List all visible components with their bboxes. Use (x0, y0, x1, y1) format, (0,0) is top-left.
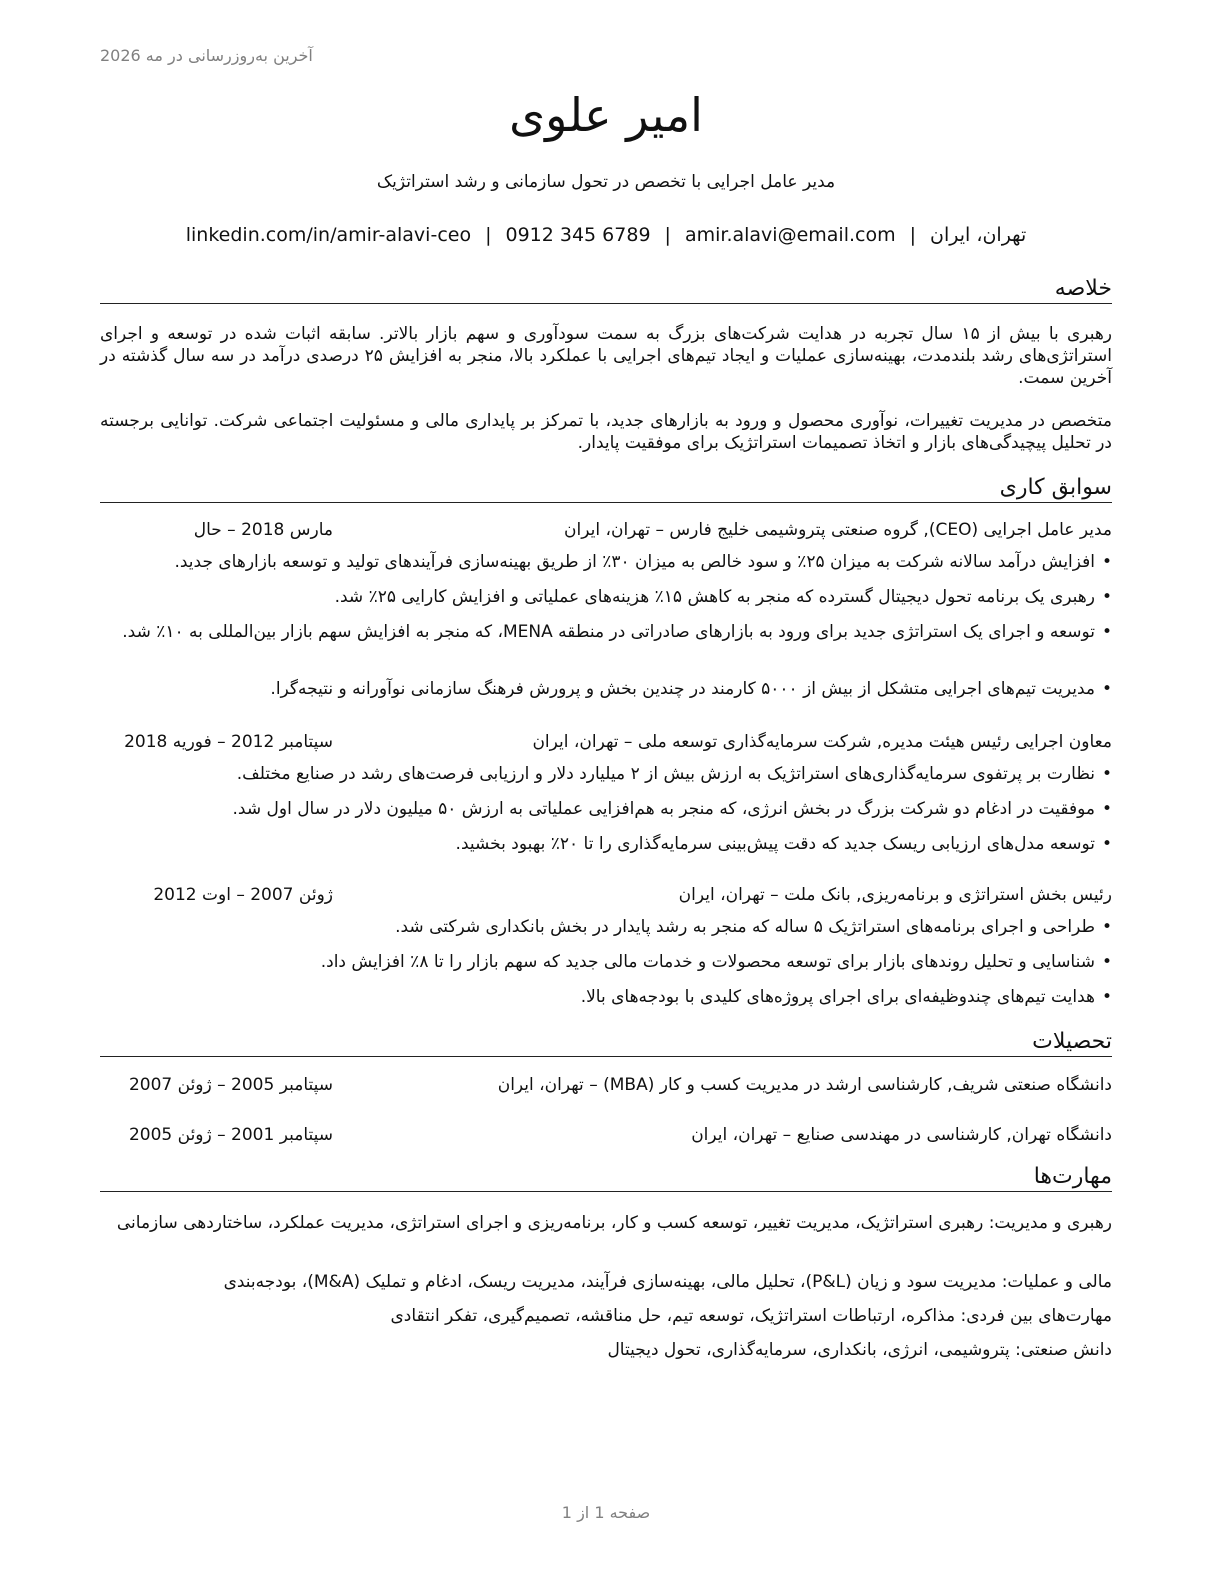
skill-line: مالی و عملیات: مدیریت سود و زیان (P&L)، تحلیل مالی، بهینه‌سازی فرآیند، مدیریت ریسک، ادغام و تملیک (M&A)، بودجه‌بندی (223, 1272, 1112, 1292)
page-number: صفحه 1 از 1 (561, 1503, 651, 1522)
job-bullet: • طراحی و اجرای برنامه‌های استراتژیک ۵ ساله که منجر به رشد پایدار در بخش بانکداری شرکتی شد. (100, 916, 1112, 938)
candidate-tagline: مدیر عامل اجرایی با تخصص در تحول سازمانی و رشد استراتژیک (376, 172, 836, 192)
summary-heading: خلاصه (100, 276, 1112, 304)
job-dates: مارس 2018 – حال (193, 520, 333, 540)
education-row (100, 1125, 1112, 1151)
job-heading-row (100, 520, 1112, 546)
contact-separator: | (909, 224, 917, 246)
job-title: رئیس بخش استراتژی و برنامه‌ریزی, بانک ملت – تهران، ایران (678, 885, 1112, 905)
last-updated: آخرین به‌روزرسانی در مه 2026 (100, 46, 313, 65)
skill-line: رهبری و مدیریت: رهبری استراتژیک، مدیریت تغییر، توسعه کسب و کار، برنامه‌ریزی و اجرای استراتژی، مدیریت عملکرد، ساختاردهی سازمانی (116, 1213, 1112, 1233)
job-dates: ژوئن 2007 – اوت 2012 (153, 885, 333, 905)
job-bullet: • افزایش درآمد سالانه شرکت به میزان ۲۵٪ و سود خالص به میزان ۳۰٪ از طریق بهینه‌سازی فرآیندهای تولید و توسعه بازارهای جدید. (100, 551, 1112, 573)
contact-line (100, 224, 1112, 246)
job-bullet: • رهبری یک برنامه تحول دیجیتال گسترده که منجر به کاهش ۱۵٪ هزینه‌های عملیاتی و افزایش کارایی ۲۵٪ شد. (100, 586, 1112, 608)
job-title: معاون اجرایی رئیس هیئت مدیره, شرکت سرمایه‌گذاری توسعه ملی – تهران، ایران (532, 732, 1112, 752)
degree: دانشگاه تهران, کارشناسی در مهندسی صنایع – تهران، ایران (691, 1125, 1112, 1145)
education-dates: سپتامبر 2005 – ژوئن 2007 (128, 1075, 333, 1095)
contact-phone[interactable]: 0912 345 6789 (505, 224, 651, 246)
education-heading: تحصیلات (100, 1029, 1112, 1057)
education-row (100, 1075, 1112, 1101)
candidate-name: امیر علوی (509, 88, 703, 142)
job-bullet: • توسعه و اجرای یک استراتژی جدید برای ورود به بازارهای صادراتی در منطقه MENA، که منجر به افزایش سهم بازار بین‌المللی به ۱۰٪ شد. (100, 621, 1112, 643)
job-bullet: • توسعه مدل‌های ارزیابی ریسک جدید که دقت پیش‌بینی سرمایه‌گذاری را تا ۲۰٪ بهبود بخشید. (100, 833, 1112, 855)
contact-location: تهران، ایران (930, 224, 1027, 246)
summary-paragraph: رهبری با بیش از ۱۵ سال تجربه در هدایت شرکت‌های بزرگ به سمت سودآوری و سهم بازار بالاتر. سابقه اثبات شده در توسعه و اجرای استراتژی‌های رشد بلندمدت، بهینه‌سازی عملیات و ایجاد تیم‌های اجرایی با عملکرد بالا، منجر به افزایش ۲۵ درصدی درآمد در سه سال گذشته در آخرین سمت. (100, 324, 1113, 388)
job-heading-row (100, 885, 1112, 911)
skill-line: مهارت‌های بین فردی: مذاکره، ارتباطات استراتژیک، توسعه تیم، حل مناقشه، تصمیم‌گیری، تفکر انتقادی (390, 1306, 1112, 1326)
job-dates: سپتامبر 2012 – فوریه 2018 (124, 732, 333, 752)
job-bullet: • هدایت تیم‌های چندوظیفه‌ای برای اجرای پروژه‌های کلیدی با بودجه‌های بالا. (100, 986, 1112, 1008)
contact-linkedin[interactable]: linkedin.com/in/amir-alavi-ceo (185, 224, 472, 246)
skills-heading: مهارت‌ها (100, 1164, 1112, 1192)
resume-page (100, 0, 1112, 1584)
experience-heading: سوابق کاری (100, 475, 1112, 503)
education-dates: سپتامبر 2001 – ژوئن 2005 (128, 1125, 333, 1145)
contact-separator: | (485, 224, 492, 246)
skill-line: دانش صنعتی: پتروشیمی، انرژی، بانکداری، سرمایه‌گذاری، تحول دیجیتال (607, 1340, 1112, 1360)
degree: دانشگاه صنعتی شریف, کارشناسی ارشد در مدیریت کسب و کار (MBA) – تهران، ایران (497, 1075, 1112, 1095)
job-bullet: • شناسایی و تحلیل روندهای بازار برای توسعه محصولات و خدمات مالی جدید که سهم بازار را تا ۸٪ افزایش داد. (100, 951, 1112, 973)
job-title: مدیر عامل اجرایی (CEO), گروه صنعتی پتروشیمی خلیج فارس – تهران، ایران (564, 520, 1112, 540)
job-bullet: • نظارت بر پرتفوی سرمایه‌گذاری‌های استراتژیک به ارزش بیش از ۲ میلیارد دلار و ارزیابی فرصت‌های رشد در صنایع مختلف. (100, 763, 1112, 785)
contact-separator: | (664, 224, 671, 246)
job-bullet: • مدیریت تیم‌های اجرایی متشکل از بیش از ۵۰۰۰ کارمند در چندین بخش و پرورش فرهنگ سازمانی نوآورانه و نتیجه‌گرا. (100, 678, 1112, 700)
job-heading-row (100, 732, 1112, 758)
contact-email[interactable]: amir.alavi@email.com (684, 224, 896, 246)
summary-paragraph: متخصص در مدیریت تغییرات، نوآوری محصول و ورود به بازارهای جدید، با تمرکز بر پایداری مالی و مسئولیت اجتماعی شرکت. توانایی برجسته در تحلیل پیچیدگی‌های بازار و اتخاذ تصمیمات استراتژیک برای موفقیت پایدار. (100, 411, 1112, 453)
job-bullet: • موفقیت در ادغام دو شرکت بزرگ در بخش انرژی، که منجر به هم‌افزایی عملیاتی به ارزش ۵۰ میلیون دلار در سال اول شد. (100, 798, 1112, 820)
